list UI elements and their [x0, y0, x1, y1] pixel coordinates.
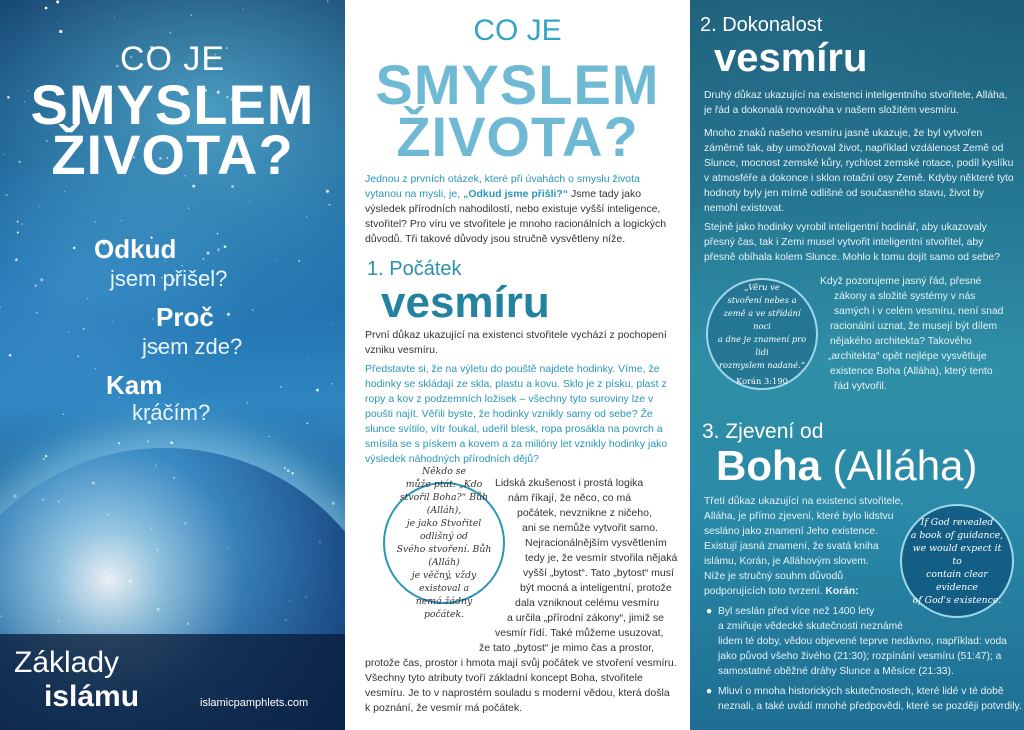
section1-heading-big: vesmíru: [381, 278, 550, 327]
star: [298, 260, 300, 262]
bullet2-line: Mluví o mnoha historických skutečnostech, které lidé v té době: [718, 686, 1004, 697]
star: [56, 0, 59, 3]
cover-title-line1: CO JE: [119, 40, 226, 78]
section2-heading-big: vesmíru: [714, 36, 868, 80]
star: [329, 204, 331, 206]
star: [210, 242, 211, 243]
bullet1-line: lidem té doby, vědou objevené teprve nedávno, například: voda: [718, 636, 1007, 647]
section3-heading-small: 3. Zjevení od: [702, 420, 824, 443]
section3-line: [704, 584, 859, 599]
quote-reference: Korán 3:190: [736, 375, 788, 386]
star: [87, 298, 88, 299]
star: [203, 258, 205, 260]
wrap-line: řád vytvořil.: [834, 381, 887, 392]
star: [40, 278, 43, 281]
star: [21, 223, 22, 224]
section2-heading-small: 2. Dokonalost: [700, 14, 823, 36]
quote-line: a dne je znamení pro lidi: [717, 333, 807, 357]
section3-koran-label: Korán:: [825, 586, 859, 597]
quote-circle-book-of-guidance: [900, 504, 1014, 618]
star: [217, 233, 219, 235]
final-line: vesmíru. Je to v naprostém souladu s moderní vědou, která došla: [365, 687, 670, 699]
question3-word: Kam: [106, 370, 163, 400]
star: [9, 354, 12, 357]
star: [170, 441, 173, 444]
star: [45, 7, 48, 10]
star: [306, 423, 308, 425]
quote-line: je věčný, vždy existoval a: [411, 570, 477, 594]
star: [147, 440, 150, 443]
quote-line: země a ve střídání noci: [723, 307, 801, 331]
star: [188, 208, 189, 209]
wrap-line: Nejracionálnějším vysvětlením: [525, 537, 667, 549]
wrap-line: vyšší „bytost“. Tato „bytost“ musí: [523, 567, 674, 579]
star: [113, 321, 114, 322]
wrap-line: racionální uznat, že musejí být dílem: [830, 321, 998, 332]
section3-line: sesláno jako znamení Jeho existence.: [704, 526, 879, 537]
star: [243, 9, 244, 10]
section1-paragraph1: První důkaz ukazující na existenci stvořitele vychází z pochopení vzniku vesmíru.: [365, 329, 667, 356]
star: [114, 17, 115, 18]
section1-paragraph2: Představte si, že na výletu do pouště najdete hodinky. Víme, že hodinky se skládají ze skla, plastu a kovu. Sklo je z písku, plast z ropy a kov z podzemních ložisek – všechny tyto suroviny lze v poušti najít. Věřili byste, že hodinky vznikly samy od sebe? Že slunce svítilo, vítr foukal, udeřil blesk, ropa prosákla na povrch a smísila se s pískem a kovem a za milióny let vznikly hodinky jako výsledek náhodných přírodních dějů?: [365, 363, 668, 465]
star: [326, 190, 329, 193]
middle-panel: [345, 0, 690, 730]
quote-circle-koran-3-190: [706, 278, 818, 390]
star: [121, 220, 122, 221]
right-panel: [690, 0, 1024, 730]
quote-line: Svého stvoření. Bůh (Alláh): [396, 544, 492, 568]
wrap-line: že tato „bytost“ je mimo čas a prostor,: [479, 642, 655, 654]
star: [0, 306, 1, 308]
star: [63, 414, 64, 415]
quote-line: a book of guidance,: [910, 529, 1004, 541]
section3-heading-allaha: (Alláha): [832, 442, 978, 489]
intro-paragraph: [365, 172, 675, 247]
star: [331, 383, 333, 385]
quote-line: je jako Stvořitel odlišný od: [406, 518, 482, 542]
star: [280, 386, 282, 388]
star: [225, 4, 226, 5]
quote-line: rozmyslem nadané.“: [719, 359, 805, 370]
quote-circle-who-created-god: [383, 466, 505, 620]
star: [15, 258, 18, 261]
quote-line: contain clear evidence: [926, 568, 988, 593]
bullet2-line: neznali, a také uvádí mnohé předpovědi, které se později potvrdily.: [718, 701, 1022, 712]
middle-title-line3: ŽIVOTA?: [396, 105, 639, 168]
quote-line: If God revealed: [920, 516, 994, 528]
star: [247, 402, 249, 404]
wrap-line: samých i v celém vesmíru, není snad: [834, 306, 1004, 317]
star: [45, 455, 47, 457]
section3-line: Existují jasná znamení, že svatá kniha: [704, 541, 879, 552]
section3-line-text: podporujících toto tvrzení.: [704, 586, 823, 597]
section1-heading-small: 1. Počátek: [367, 258, 462, 280]
star: [287, 469, 290, 472]
star: [77, 355, 79, 357]
star: [327, 0, 329, 2]
footer-title-line1: Základy: [14, 646, 120, 679]
star: [5, 194, 7, 196]
star: [224, 245, 227, 248]
section3-heading-boha: Boha: [716, 442, 821, 489]
wrap-line: Lidská zkušenost i prostá logika: [495, 477, 644, 489]
star: [34, 284, 37, 287]
intro-bold-question: „Odkud jsme přišli?“: [463, 188, 569, 200]
question1-word: Odkud: [94, 234, 177, 264]
final-line: k poznání, že vesmír má počátek.: [365, 702, 522, 714]
quote-line: of God's existence.: [912, 594, 1002, 606]
star: [68, 332, 70, 334]
bullet1-line: a zmiňuje vědecké skutečnosti neznámé: [718, 621, 903, 632]
question3-rest: kráčím?: [132, 400, 211, 425]
star: [36, 312, 38, 314]
section3-line: Třetí důkaz ukazující na existenci stvořitele,: [704, 496, 904, 507]
quote-line: we would expect it to: [912, 542, 1002, 567]
quote-line: stvoření nebes a: [727, 294, 797, 305]
wrap-line: ani se nemůže vytvořit samo.: [522, 522, 658, 534]
section2-paragraph2: Mnoho znaků našeho vesmíru jasně ukazuje, že byl vytvořen záměrně tak, aby umožňoval život, například vzdálenost Země od Slunce, mocnost zemské kůry, rychlost zemské rotace, podíl kyslíku v atmosféře a dokonce i sklon rotační osy Země. Kdyby některé tyto hodnoty byly jen mírně odlišné od současného stavu, život by nemohl existovat.: [704, 128, 1014, 214]
star: [250, 201, 251, 202]
wrap-line: nějakého architekta? Takového: [830, 336, 972, 347]
star: [170, 32, 172, 34]
quote-line: může ptát: „Kdo: [405, 479, 483, 490]
wrap-line: nám říkají, že něco, co má: [508, 492, 632, 504]
star: [94, 221, 96, 223]
final-line: Všechny tyto atributy tvoří základní koncept Boha, stvořitele: [365, 672, 643, 684]
wrap-line: být mocná a inteligentní, protože: [520, 582, 672, 594]
star: [152, 319, 153, 320]
section3-line: Níže je stručný souhrn důvodů: [704, 571, 844, 582]
cover-title-line2: SMYSLEM: [30, 73, 315, 136]
star: [59, 30, 62, 33]
bullet1-line: jako původ všeho živého (21:30); rozpínání vesmíru (51:47); a: [718, 651, 1002, 662]
bullet1-line: samostatné oběžné dráhy Slunce a Měsíce (21:33).: [718, 666, 954, 677]
bullet-dot-icon: ●: [706, 686, 713, 697]
section3-line: islámu, Korán, je Alláhovým slovem.: [704, 556, 869, 567]
wrap-line: počátek, nevznikne z ničeho,: [517, 507, 652, 519]
bullet-dot-icon: ●: [706, 606, 713, 617]
intro-teal-text: Jednou z prvních otázek, které při úvahách o smyslu života vytanou na mysli, je,: [365, 173, 640, 200]
question1-rest: jsem přišel?: [110, 266, 228, 291]
wrap-line: „architekta“ opět nejlépe vysvětluje: [828, 351, 987, 362]
quote-line: Někdo se: [421, 466, 467, 477]
quote-line: „Věru ve: [744, 281, 780, 292]
wrap-line: Když pozorujeme jasný řád, přesné: [820, 276, 982, 287]
section2-paragraph1: Druhý důkaz ukazující na existenci inteligentního stvořitele, Alláha, je řád a dokonalá rovnováha v našem složitém vesmíru.: [704, 90, 1008, 116]
wrap-line: tedy je, že vesmír stvořila nějaká: [525, 552, 678, 564]
question2-word: Proč: [156, 302, 214, 332]
middle-title-line2: SMYSLEM: [375, 53, 660, 116]
footer-title-line2: islámu: [44, 680, 140, 713]
middle-title-line1: CO JE: [473, 14, 562, 47]
wrap-line: vesmír řídí. Také můžeme usuzovat,: [495, 627, 664, 639]
star: [118, 442, 120, 444]
question2-rest: jsem zde?: [142, 334, 243, 359]
star: [83, 328, 85, 330]
star: [252, 309, 253, 310]
wrap-line: zákony a složité systémy v nás: [834, 291, 976, 302]
star: [64, 191, 65, 192]
star: [190, 14, 192, 16]
wrap-line: dala vzniknout celému vesmíru: [515, 597, 660, 609]
star: [17, 221, 19, 223]
star: [95, 368, 96, 369]
bullet1-line: Byl seslán před více než 1400 lety: [718, 606, 875, 617]
star: [227, 313, 230, 316]
cover-footer: [0, 634, 345, 730]
star: [284, 467, 286, 469]
wrap-line: a určila „přírodní zákony“, jimiž se: [507, 612, 664, 624]
star: [38, 206, 39, 207]
star: [306, 216, 307, 217]
star: [17, 231, 19, 233]
quote-line: stvořil Boha?“ Bůh (Alláh),: [399, 492, 489, 516]
star: [316, 389, 319, 392]
wrap-line: existence Boha (Alláha), který tento: [830, 366, 993, 377]
star: [276, 259, 277, 260]
star: [268, 436, 269, 437]
star: [292, 472, 294, 474]
section3-line: Alláha, je přímo zjevení, které bylo lidstvu: [704, 511, 894, 522]
section2-paragraph3: Stejně jako hodinky vyrobil inteligentní hodinář, aby ukazovaly přesný čas, tak i Zemi musel vytvořit inteligentní stvořitel, aby přesně obíhala kolem Slunce. Mohlo k tomu dojít samo od sebe?: [704, 222, 1000, 263]
quote-line: nemá žádný počátek.: [415, 596, 473, 620]
cover-title-line3: ŽIVOTA?: [51, 123, 294, 186]
star: [73, 247, 76, 250]
section3-heading-big: [716, 442, 977, 490]
star: [332, 502, 335, 505]
star: [207, 252, 210, 255]
intro-rest-text: Jsme tady jako výsledek přírodních nahodilostí, nebo existuje vyšší inteligence, stvořitel? Pro víru ve stvořitele je mnoho racionálních a logických důvodů. Tři takové důvody jsou stručně vysvětleny níže.: [365, 188, 667, 245]
star: [217, 248, 220, 251]
star: [331, 324, 332, 325]
cover-panel: [0, 0, 345, 730]
star: [308, 358, 309, 359]
star: [42, 457, 45, 460]
final-line: protože čas, prostor i hmota mají svůj počátek ve stvoření vesmíru.: [365, 657, 677, 669]
star: [13, 494, 16, 497]
star: [58, 23, 59, 24]
website-link[interactable]: islamicpamphlets.com: [200, 697, 309, 709]
